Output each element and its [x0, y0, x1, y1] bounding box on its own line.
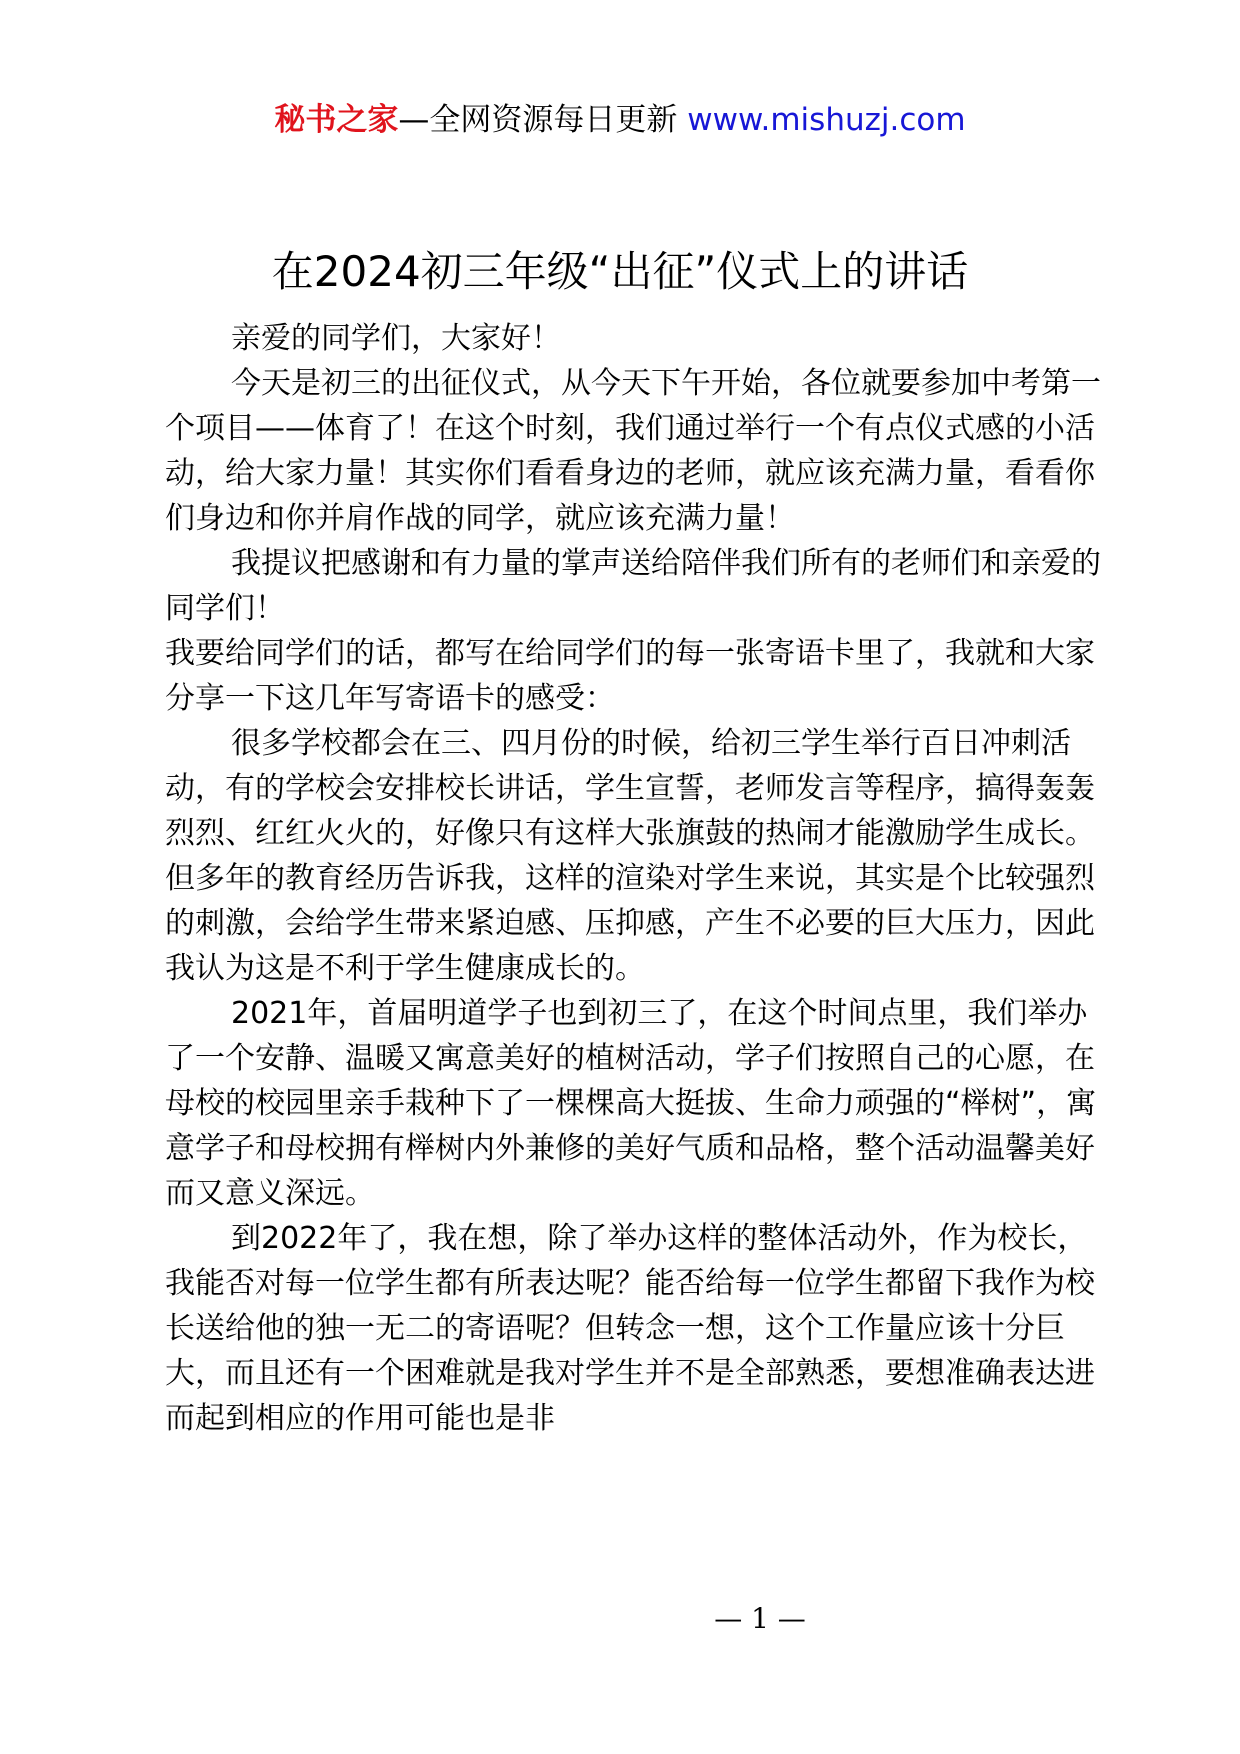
site-brand: 秘书之家 [274, 102, 399, 138]
page-number: — 1 — [714, 1602, 806, 1635]
paragraph: 我提议把感谢和有力量的掌声送给陪伴我们所有的老师们和亲爱的同学们！ [165, 546, 1101, 626]
site-header [0, 100, 1240, 140]
document-title: 在2024初三年级“出征”仪式上的讲话 [271, 247, 969, 296]
paragraph: 2021年，首届明道学子也到初三了，在这个时间点里，我们举办了一个安静、温暖又寓意美好的植树活动，学子们按照自己的心愿，在母校的校园里亲手栽种下了一棵棵高大挺拔、生命力顽强的“榉树”，寓意学子和母校拥有榉树内外兼修的美好气质和品格，整个活动温馨美好而又意义深远。 [165, 996, 1097, 1211]
paragraph: 今天是初三的出征仪式，从今天下午开始，各位就要参加中考第一个项目——体育了！在这个时刻，我们通过举行一个有点仪式感的小活动，给大家力量！其实你们看看身边的老师，就应该充满力量，看看你们身边和你并肩作战的同学，就应该充满力量！ [165, 366, 1101, 536]
paragraph: 很多学校都会在三、四月份的时候，给初三学生举行百日冲刺活动，有的学校会安排校长讲话，学生宣誓，老师发言等程序，搞得轰轰烈烈、红红火火的，好像只有这样大张旗鼓的热闹才能激励学生成长。但多年的教育经历告诉我，这样的渲染对学生来说，其实是个比较强烈的刺激，会给学生带来紧迫感、压抑感，产生不必要的巨大压力，因此我认为这是不利于学生健康成长的。 [165, 726, 1095, 986]
site-tagline: —全网资源每日更新 [398, 102, 678, 138]
paragraph: 到2022年了，我在想，除了举办这样的整体活动外，作为校长，我能否对每一位学生都有所表达呢？能否给每一位学生都留下我作为校长送给他的独一无二的寄语呢？但转念一想，这个工作量应该十分巨大，而且还有一个困难就是我对学生并不是全部熟悉，要想准确表达进而起到相应的作用可能也是非 [165, 1221, 1095, 1436]
paragraph: 我要给同学们的话，都写在给同学们的每一张寄语卡里了，我就和大家分享一下这几年写寄语卡的感受： [165, 636, 1095, 716]
page-footer [0, 1602, 1240, 1636]
paragraph-greeting: 亲爱的同学们，大家好！ [231, 321, 561, 356]
site-url-link[interactable]: www.mishuzj.com [687, 102, 966, 138]
document-body [165, 316, 1115, 1441]
